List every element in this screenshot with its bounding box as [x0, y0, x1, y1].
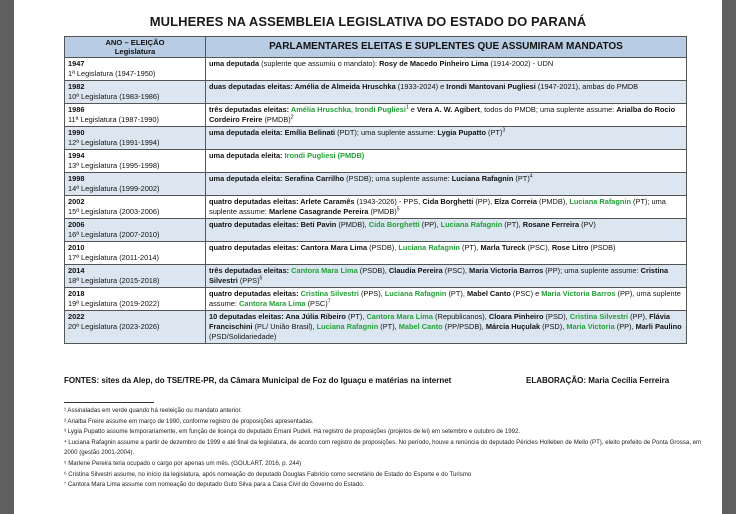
- year-cell: [65, 265, 206, 288]
- table-row: [65, 150, 687, 173]
- cell-text: (PSC),: [442, 266, 470, 275]
- legislature-label: 17ª Legislatura (2011-2014): [68, 253, 159, 262]
- footnote-divider: [64, 402, 154, 403]
- cell-text: Elza Correia: [494, 197, 537, 206]
- cell-text: (PSC) e: [510, 289, 542, 298]
- table-body: [65, 58, 687, 344]
- year-cell: [65, 242, 206, 265]
- year-cell: [65, 127, 206, 150]
- header-parliamentarians-column: PARLAMENTARES ELEITAS E SUPLENTES QUE ASSUMIRAM MANDATOS: [206, 37, 687, 58]
- cell-text: uma deputada eleita: Serafina Carrilho: [209, 174, 345, 183]
- cell-text: (PSDB),: [357, 266, 389, 275]
- parliamentarians-cell: [206, 196, 687, 219]
- sources-text: FONTES: sites da Alep, do TSE/TRE-PR, da Câmara Municipal de Foz do Iguaçu e matérias na internet: [64, 376, 452, 385]
- cell-text: Luciana Rafagnin: [398, 243, 460, 252]
- legislature-table: [64, 36, 687, 344]
- cell-text: duas deputadas eleitas: Amélia de Almeida Hruschka: [209, 82, 396, 91]
- footnote-7: ⁷ Cantora Mara Lima assume com nomeação do deputado Guto Silva para a Casa Civil do Governo do Estado.: [64, 481, 365, 489]
- footnote-ref: 5: [396, 206, 400, 213]
- cell-text: Luciana Rafagnin: [569, 197, 631, 206]
- cell-text: uma deputada: [209, 59, 260, 68]
- cell-text: (PMDB),: [536, 197, 570, 206]
- footnote-4: ⁴ Luciana Rafagnin assume a partir de dezembro de 1999 e até final da legislatura, de acordo com registro de proposições. No período, houve a renúncia do deputado Péricles Holleben de Mello (PT), eleito prefeito de Ponta Grossa, em 2000 (gestão 2001-2004).: [64, 438, 702, 457]
- cell-text: (PP); uma suplente assume:: [543, 266, 641, 275]
- cell-text: (suplente que assumiu o mandato):: [259, 59, 380, 68]
- cell-text: (PV): [579, 220, 596, 229]
- year-cell: [65, 173, 206, 196]
- cell-text: (1947-2021), ambas do PMDB: [535, 82, 639, 91]
- election-year: 1994: [68, 151, 85, 160]
- cell-text: Irondi Pugliesi: [284, 151, 336, 160]
- document-page: [14, 0, 722, 514]
- legislature-label: 15ª Legislatura (2003-2006): [68, 207, 160, 216]
- cell-text: (PT),: [459, 243, 481, 252]
- footnote-5: ⁵ Marlene Pereira teria ocupado o cargo por apenas um mês. (GOULART, 2016, p. 244): [64, 459, 302, 467]
- elaboration-text: ELABORAÇÃO: Maria Cecília Ferreira: [526, 376, 670, 385]
- table-row: [65, 265, 687, 288]
- legislature-label: 14ª Legislatura (1999-2002): [68, 184, 160, 193]
- year-cell: [65, 58, 206, 81]
- cell-text: Amélia Hruschka: [290, 105, 351, 114]
- table-row: [65, 288, 687, 311]
- legislature-label: 16ª Legislatura (2007-2010): [68, 230, 160, 239]
- year-cell: [65, 150, 206, 173]
- cell-text: (PP),: [628, 312, 650, 321]
- parliamentarians-cell: [206, 127, 687, 150]
- cell-text: Luciana Rafagnin: [440, 220, 503, 229]
- cell-text: quatro deputadas eleitas: Cantora Mara Lima: [209, 243, 368, 252]
- cell-text: Cida Borghetti: [368, 220, 420, 229]
- election-year: 1998: [68, 174, 85, 183]
- year-cell: [65, 219, 206, 242]
- cell-text: Marla Tureck: [480, 243, 526, 252]
- cell-text: (1943-2026) - PPS,: [354, 197, 423, 206]
- election-year: 2002: [68, 197, 85, 206]
- parliamentarians-cell: [206, 288, 687, 311]
- cell-text: Claudia Pereira: [388, 266, 443, 275]
- cell-text: (PT): [485, 128, 503, 137]
- footnote-ref: 2: [290, 114, 294, 121]
- election-year: 1986: [68, 105, 85, 114]
- cell-text: (PMDB),: [336, 220, 369, 229]
- cell-text: (PP),: [473, 197, 495, 206]
- cell-text: (PP), uma suplente assume:: [209, 289, 681, 308]
- cell-text: (PP),: [614, 322, 636, 331]
- year-cell: [65, 196, 206, 219]
- parliamentarians-cell: [206, 242, 687, 265]
- year-cell: [65, 81, 206, 104]
- cell-text: ,: [350, 105, 355, 114]
- cell-text: Irondi Pugliesi: [354, 105, 406, 114]
- cell-text: Luciana Rafagnin: [451, 174, 514, 183]
- cell-text: Cristina Silvestri: [209, 266, 669, 285]
- parliamentarians-cell: [206, 173, 687, 196]
- legislature-label: 12ª Legislatura (1991-1994): [68, 138, 160, 147]
- cell-text: (PT),: [446, 289, 467, 298]
- cell-text: (PPS): [237, 276, 260, 285]
- table-row: [65, 58, 687, 81]
- cell-text: Cida Borghetti: [422, 197, 474, 206]
- cell-text: (PP),: [419, 220, 441, 229]
- table-row: [65, 311, 687, 344]
- cell-text: Mabel Canto: [466, 289, 511, 298]
- header-year-column: [65, 37, 206, 58]
- cell-text: Maria Victoria Barros: [469, 266, 544, 275]
- cell-text: três deputadas eleitas:: [209, 105, 291, 114]
- page-title: MULHERES NA ASSEMBLEIA LEGISLATIVA DO ESTADO DO PARANÁ: [149, 14, 587, 29]
- cell-text: (PSDB): [588, 243, 616, 252]
- footnote-3: ³ Lygia Pupatto assume temporariamente, em função de licença do deputado Ernani Pudell. Há registro de proposições (projetos de lei) em setembro e outubro de 1992.: [64, 428, 521, 436]
- cell-text: Luciana Rafagnin: [384, 289, 447, 298]
- cell-text: (PMDB): [262, 115, 291, 124]
- cell-text: (PSD),: [543, 312, 570, 321]
- cell-text: Márcia Huçulak: [485, 322, 541, 331]
- cell-text: , todos do PMDB; uma suplente assume:: [480, 105, 617, 114]
- cell-text: (PMDB): [335, 151, 365, 160]
- election-year: 2006: [68, 220, 85, 229]
- cell-text: (PT): [513, 174, 530, 183]
- legislature-label: 10ª Legislatura (1983-1986): [68, 92, 160, 101]
- cell-text: 10 deputadas eleitas: Ana Júlia Ribeiro: [209, 312, 346, 321]
- cell-text: Flávia Francischini: [209, 312, 671, 331]
- cell-text: (PSD),: [540, 322, 567, 331]
- cell-text: Rose Litro: [551, 243, 589, 252]
- cell-text: Cantora Mara Lima: [239, 299, 306, 308]
- legislature-label: 13ª Legislatura (1995-1998): [68, 161, 160, 170]
- footnote-1: ¹ Assinaladas em verde quando há reeleição ou mandato anterior.: [64, 407, 242, 414]
- cell-text: Cristina Silvestri: [569, 312, 629, 321]
- footnote-ref: 4: [529, 173, 533, 180]
- parliamentarians-cell: [206, 104, 687, 127]
- footnote-ref: 1: [405, 104, 409, 111]
- cell-text: (PL/ União Brasil),: [252, 322, 317, 331]
- cell-text: quatro deputadas eleitas:: [209, 289, 301, 298]
- footnote-ref: 6: [259, 275, 263, 282]
- cell-text: Rosy de Macedo Pinheiro Lima: [379, 59, 489, 68]
- cell-text: (PSD/Solidariedade): [209, 332, 277, 341]
- cell-text: três deputadas eleitas:: [209, 266, 292, 275]
- table-row: [65, 104, 687, 127]
- cell-text: Lygia Pupatto: [437, 128, 486, 137]
- year-cell: [65, 311, 206, 344]
- parliamentarians-cell: [206, 219, 687, 242]
- parliamentarians-cell: [206, 150, 687, 173]
- header-legislature-label: Legislatura: [114, 47, 156, 56]
- cell-text: Marlene Casagrande Pereira: [268, 207, 369, 216]
- cell-text: (Republicanos),: [433, 312, 489, 321]
- cell-text: (PSC),: [525, 243, 552, 252]
- year-cell: [65, 288, 206, 311]
- election-year: 2018: [68, 289, 85, 298]
- cell-text: quatro deputadas eleitas: Arlete Caramês: [209, 197, 355, 206]
- cell-text: (PT),: [345, 312, 367, 321]
- cell-text: uma deputada eleita:: [209, 151, 285, 160]
- parliamentarians-cell: [206, 58, 687, 81]
- cell-text: (PPS),: [358, 289, 385, 298]
- table-row: [65, 127, 687, 150]
- cell-text: Cristina Silvestri: [300, 289, 359, 298]
- cell-text: (PDT); uma suplente assume:: [335, 128, 438, 137]
- table-row: [65, 242, 687, 265]
- legislature-label: 11ª Legislatura (1987-1990): [68, 115, 159, 124]
- election-year: 1982: [68, 82, 85, 91]
- election-year: 1990: [68, 128, 85, 137]
- table-row: [65, 173, 687, 196]
- cell-text: (1914-2002) - UDN: [488, 59, 554, 68]
- footnote-ref: 7: [327, 298, 331, 305]
- legislature-label: 18ª Legislatura (2015-2018): [68, 276, 160, 285]
- cell-text: Maria Victoria: [566, 322, 615, 331]
- cell-text: (PSDB); uma suplente assume:: [344, 174, 452, 183]
- election-year: 2022: [68, 312, 85, 321]
- cell-text: Rosane Ferreira: [522, 220, 580, 229]
- cell-text: quatro deputadas eleitas: Beti Pavin: [209, 220, 337, 229]
- footnotes: [64, 406, 704, 491]
- cell-text: Maria Victoria Barros: [541, 289, 616, 298]
- parliamentarians-cell: [206, 311, 687, 344]
- cell-text: (PT),: [502, 220, 523, 229]
- legislature-label: 19ª Legislatura (2019-2022): [68, 299, 160, 308]
- parliamentarians-cell: [206, 81, 687, 104]
- table-row: [65, 196, 687, 219]
- year-cell: [65, 104, 206, 127]
- footnote-2: ² Arialba Freire assume em março de 1990, conforme registro de proposições apresentadas.: [64, 417, 314, 425]
- footnote-6: ⁶ Cristina Silvestri assume, no início da legislatura, após nomeação do deputado Douglas Fabrício como secretário de Estado do Esporte e do Turismo: [64, 470, 472, 478]
- cell-text: (PT); uma suplente assume:: [209, 197, 666, 216]
- legislature-label: 1ª Legislatura (1947-1950): [68, 69, 156, 78]
- table-header-row: [65, 37, 687, 58]
- cell-text: (PP/PSDB),: [442, 322, 486, 331]
- cell-text: uma deputada eleita: Emília Belinati: [209, 128, 336, 137]
- cell-text: Cantora Mara Lima: [291, 266, 358, 275]
- footnote-ref: 3: [502, 127, 506, 134]
- cell-text: (PSDB),: [367, 243, 399, 252]
- table-row: [65, 81, 687, 104]
- cell-text: Cloara Pinheiro: [488, 312, 544, 321]
- cell-text: Mabel Canto: [398, 322, 443, 331]
- parliamentarians-cell: [206, 265, 687, 288]
- header-year-label: ANO – ELEIÇÃO: [105, 38, 165, 47]
- cell-text: Cantora Mara Lima: [366, 312, 433, 321]
- cell-text: (PSC): [305, 299, 328, 308]
- sources-line: [64, 376, 704, 385]
- election-year: 2014: [68, 266, 85, 275]
- cell-text: Irondi Mantovani Pugliesi: [446, 82, 536, 91]
- election-year: 1947: [68, 59, 85, 68]
- election-year: 2010: [68, 243, 85, 252]
- cell-text: (PT),: [378, 322, 399, 331]
- cell-text: e: [408, 105, 417, 114]
- cell-text: Arialba do Rocio Cordeiro Freire: [209, 105, 676, 124]
- cell-text: Luciana Rafagnin: [316, 322, 379, 331]
- cell-text: (PMDB): [368, 207, 397, 216]
- table-row: [65, 219, 687, 242]
- cell-text: Marli Paulino: [635, 322, 682, 331]
- cell-text: (1933-2024) e: [395, 82, 447, 91]
- cell-text: Vera A. W. Agibert: [416, 105, 480, 114]
- legislature-label: 20ª Legislatura (2023-2026): [68, 322, 160, 331]
